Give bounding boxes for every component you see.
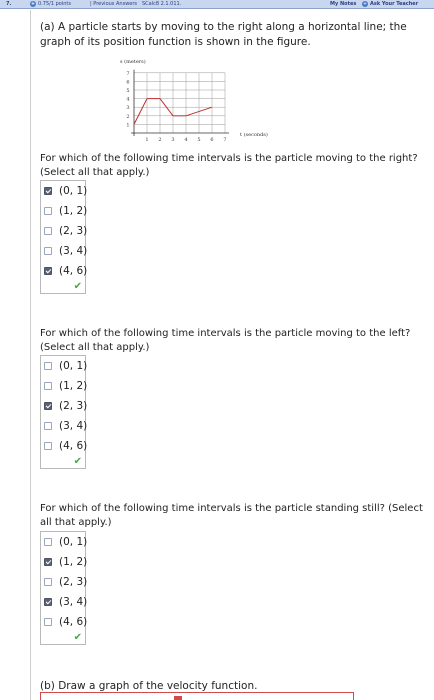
- correct-check-icon: ✔: [73, 456, 82, 467]
- points-score: 0.75/1 points: [38, 1, 71, 7]
- left-option-0-1[interactable]: [41, 356, 88, 376]
- right-option-4-6[interactable]: [41, 261, 88, 281]
- checkbox[interactable]: [44, 362, 52, 370]
- checkbox[interactable]: [44, 578, 52, 586]
- still-option-1-2[interactable]: [41, 552, 88, 572]
- option-label: (2, 3): [59, 225, 88, 237]
- graph-grid: [131, 70, 229, 136]
- y-tick-label: 6: [126, 79, 130, 86]
- y-tick-label: 2: [126, 113, 130, 120]
- still-options-box: [40, 531, 86, 645]
- still-option-4-6[interactable]: [41, 612, 88, 632]
- still-question-prompt: For which of the following time intervals is the particle standing still? (Select all that apply.): [40, 503, 423, 528]
- velocity-graph-canvas[interactable]: [40, 692, 354, 700]
- y-tick-label: 5: [126, 88, 130, 94]
- still-option-3-4[interactable]: [41, 592, 88, 612]
- left-option-3-4[interactable]: [41, 416, 88, 436]
- checkbox[interactable]: [44, 382, 52, 390]
- y-tick-label: 4: [126, 96, 130, 103]
- my-notes-link[interactable]: My Notes: [330, 1, 357, 7]
- part-b-text: (b) Draw a graph of the velocity function.: [40, 680, 258, 692]
- x-axis-label: t (seconds): [240, 132, 268, 138]
- drawing-tool-icon[interactable]: [174, 696, 182, 700]
- part-a-text: (a) A particle starts by moving to the right along a horizontal line; the graph of its position function is shown in the figure.: [40, 21, 407, 48]
- right-options-box: [40, 180, 86, 294]
- expand-plus-icon[interactable]: +: [30, 1, 36, 7]
- y-tick-label: 7: [126, 70, 130, 77]
- correct-check-icon: ✔: [73, 632, 82, 643]
- option-label: (4, 6): [59, 265, 88, 277]
- option-label: (2, 3): [59, 400, 88, 412]
- left-option-2-3[interactable]: [41, 396, 88, 416]
- question-header-bar: [0, 0, 434, 9]
- option-label: (0, 1): [59, 536, 88, 548]
- ask-teacher-link[interactable]: Ask Your Teacher: [370, 1, 419, 7]
- ask-teacher-plus-icon[interactable]: +: [362, 1, 368, 7]
- right-question-prompt: For which of the following time intervals is the particle moving to the right? (Select all that apply.): [40, 153, 418, 178]
- option-label: (1, 2): [59, 205, 88, 217]
- previous-answers-link[interactable]: | Previous Answers: [90, 1, 138, 7]
- y-tick-label: 3: [126, 105, 130, 112]
- left-option-1-2[interactable]: [41, 376, 88, 396]
- x-tick-label: 2: [158, 137, 162, 143]
- right-option-0-1[interactable]: [41, 181, 88, 201]
- checkbox[interactable]: [44, 207, 52, 215]
- checkbox[interactable]: [44, 442, 52, 450]
- checkbox[interactable]: [44, 187, 52, 195]
- option-label: (0, 1): [59, 185, 88, 197]
- problem-source: SCalc8 2.1.011.: [142, 1, 182, 7]
- checkbox[interactable]: [44, 422, 52, 430]
- checkbox[interactable]: [44, 402, 52, 410]
- option-label: (4, 6): [59, 440, 88, 452]
- checkbox[interactable]: [44, 538, 52, 546]
- y-tick-label: 1: [126, 122, 130, 129]
- checkbox[interactable]: [44, 267, 52, 275]
- x-tick-label: 5: [197, 137, 201, 143]
- x-tick-label: 7: [223, 137, 227, 143]
- left-option-4-6[interactable]: [41, 436, 88, 456]
- left-options-box: [40, 355, 86, 469]
- position-line-segment: [134, 99, 147, 125]
- left-question-prompt: For which of the following time intervals is the particle moving to the left? (Select all that apply.): [40, 328, 411, 353]
- right-option-2-3[interactable]: [41, 221, 88, 241]
- x-tick-label: 3: [171, 137, 175, 143]
- correct-check-icon: ✔: [73, 281, 82, 292]
- checkbox[interactable]: [44, 618, 52, 626]
- right-option-3-4[interactable]: [41, 241, 88, 261]
- option-label: (2, 3): [59, 576, 88, 588]
- question-number: 7.: [6, 1, 12, 7]
- option-label: (1, 2): [59, 380, 88, 392]
- option-label: (4, 6): [59, 616, 88, 628]
- right-option-1-2[interactable]: [41, 201, 88, 221]
- checkbox[interactable]: [44, 598, 52, 606]
- checkbox[interactable]: [44, 247, 52, 255]
- option-label: (0, 1): [59, 360, 88, 372]
- option-label: (1, 2): [59, 556, 88, 568]
- option-label: (3, 4): [59, 420, 88, 432]
- checkbox[interactable]: [44, 227, 52, 235]
- x-tick-label: 6: [210, 137, 214, 143]
- x-tick-label: 4: [184, 137, 188, 143]
- position-graph: [108, 57, 293, 149]
- option-label: (3, 4): [59, 245, 88, 257]
- y-axis-label: s (meters): [120, 59, 146, 65]
- still-option-0-1[interactable]: [41, 532, 88, 552]
- option-label: (3, 4): [59, 596, 88, 608]
- x-tick-label: 1: [145, 137, 149, 143]
- checkbox[interactable]: [44, 558, 52, 566]
- still-option-2-3[interactable]: [41, 572, 88, 592]
